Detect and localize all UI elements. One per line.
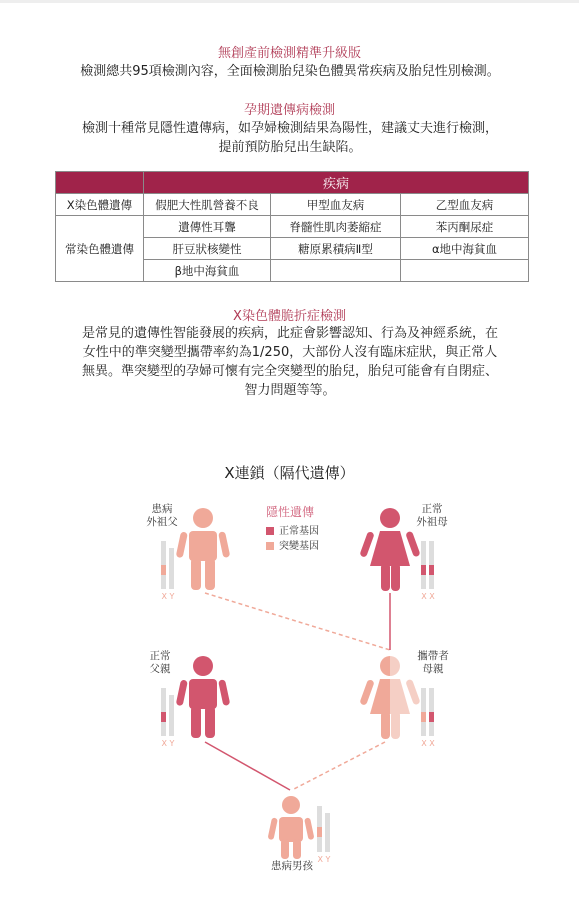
section2-line2: 提前預防胎兒出生缺陷。 bbox=[218, 140, 362, 155]
table-cell: 甲型血友病 bbox=[271, 194, 401, 216]
table-header: 疾病 bbox=[144, 172, 529, 194]
legend-title: 隱性遺傳 bbox=[266, 505, 315, 519]
child-xy: X Y bbox=[317, 855, 331, 864]
section3-line3: 無異。準突變型的孕婦可懷有完全突變型的胎兒，胎兒可能會有自閉症、 bbox=[81, 364, 498, 379]
row-label-x: X染色體遺傳 bbox=[56, 194, 144, 216]
grandfather-xy: X Y bbox=[161, 592, 175, 601]
table-cell: 遺傳性耳聾 bbox=[144, 216, 271, 238]
grandmother-xx: X X bbox=[421, 592, 435, 601]
grandfather-label: 患病 外祖父 bbox=[146, 503, 178, 528]
mutant-swatch bbox=[266, 542, 274, 550]
section1-heading: 無創產前檢測精準升級版 bbox=[217, 46, 361, 61]
child-male-icon bbox=[267, 796, 314, 859]
section2-line1: 檢測十種常見隱性遺傳病，如孕婦檢測結果為陽性，建議丈夫進行檢測， bbox=[81, 121, 498, 136]
grandfather-to-mother-line bbox=[205, 593, 390, 650]
legend-mutant-label: 突變基因 bbox=[279, 541, 319, 552]
table-cell: 脊髓性肌肉萎縮症 bbox=[271, 216, 401, 238]
section3-heading: X染色體脆折症檢測 bbox=[233, 309, 346, 324]
table-cell: 苯丙酮尿症 bbox=[401, 216, 529, 238]
mother-label: 攜帶者 母親 bbox=[417, 650, 449, 675]
mother-xx: X X bbox=[421, 739, 435, 748]
table-cell: 乙型血友病 bbox=[401, 194, 529, 216]
mother-to-child-line bbox=[292, 742, 385, 790]
father-male-icon bbox=[176, 656, 231, 738]
section3-line2: 女性中的準突變型攜帶率約為1/250，大部份人沒有臨床症狀，與正常人 bbox=[82, 345, 498, 360]
table-cell: 肝豆狀核變性 bbox=[144, 238, 271, 260]
child-chromosomes bbox=[317, 806, 330, 852]
table-cell: β地中海貧血 bbox=[144, 260, 271, 282]
diagram-title: X連鎖（隔代遺傳） bbox=[224, 464, 355, 482]
normal-swatch bbox=[266, 527, 274, 535]
row-label-autosomal: 常染色體遺傳 bbox=[56, 216, 144, 282]
grandfather-chromosomes bbox=[161, 541, 174, 589]
father-label: 正常 父親 bbox=[149, 650, 171, 675]
table-cell: 假肥大性肌營養不良 bbox=[144, 194, 271, 216]
father-xy: X Y bbox=[161, 739, 175, 748]
grandmother-label: 正常 外祖母 bbox=[416, 503, 448, 528]
child-label: 患病男孩 bbox=[271, 860, 313, 872]
section3-line1: 是常見的遺傳性智能發展的疾病，此症會影響認知、行為及神經系統，在 bbox=[81, 326, 498, 341]
mother-chromosomes bbox=[421, 688, 434, 736]
table-cell: 糖原累積病Ⅱ型 bbox=[271, 238, 401, 260]
section3-line4: 智力問題等等。 bbox=[244, 383, 336, 398]
legend-normal bbox=[266, 522, 319, 537]
table-cell: α地中海貧血 bbox=[401, 238, 529, 260]
connector-lines bbox=[205, 593, 390, 790]
grandmother-chromosomes bbox=[421, 541, 434, 589]
section1-text: 檢測總共95項檢測內容，全面檢測胎兒染色體異常疾病及胎兒性別檢測。 bbox=[80, 64, 500, 79]
legend-mutant bbox=[266, 537, 319, 552]
father-to-child-line bbox=[205, 742, 290, 790]
father-chromosomes bbox=[161, 688, 174, 736]
section2-heading: 孕期遺傳病檢測 bbox=[243, 103, 335, 118]
legend-normal-label: 正常基因 bbox=[279, 526, 319, 537]
